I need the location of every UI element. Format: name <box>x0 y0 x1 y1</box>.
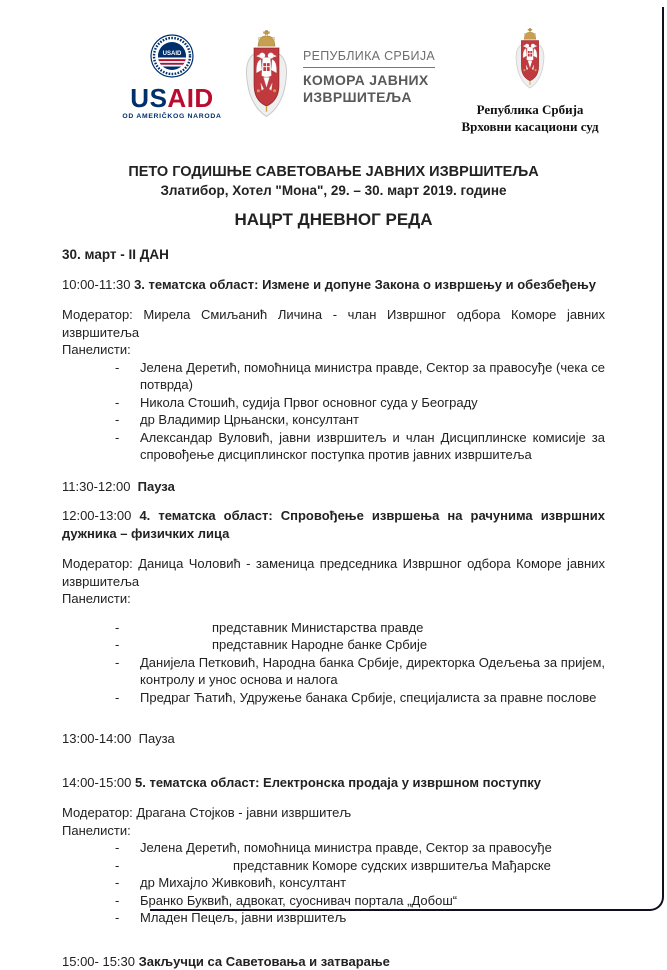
usaid-wordmark <box>114 85 230 111</box>
conference-venue: Златибор, Хотел "Мона", 29. – 30. март 2019. године <box>62 181 605 200</box>
panelist-item: - др Михајло Живковић, консултант <box>62 874 605 892</box>
session5-time: 14:00-15:00 <box>62 775 131 790</box>
panelist-item: - представник Министарства правде <box>62 619 605 637</box>
closing-label: Закључци са Саветовања и затварање <box>139 954 390 969</box>
chamber-country: РЕПУБЛИКА СРБИЈА <box>303 49 435 68</box>
usaid-wordmark-aid: AID <box>167 83 213 113</box>
court-name: Врховни касациони суд <box>450 119 610 136</box>
closing-time: 15:00- 15:30 <box>62 954 135 969</box>
panelist-item: - др Владимир Црњански, консултант <box>62 411 605 429</box>
session5-moderator: Модератор: Драгана Стојков - јавни извршитељ <box>62 804 605 822</box>
court-country: Република Србија <box>450 102 610 119</box>
panelist-item: - Јелена Деретић, помоћница министра правде, Сектор за правосуђе <box>62 839 605 857</box>
panelist-item: - представник Народне банке Србије <box>62 636 605 654</box>
pause1 <box>62 478 605 496</box>
pause2 <box>62 730 605 748</box>
pause2-time: 13:00-14:00 <box>62 731 131 746</box>
session4-panelists-label: Панелисти: <box>62 590 605 608</box>
session4-time: 12:00-13:00 <box>62 508 131 523</box>
chamber-org-line1: КОМОРА ЈАВНИХ <box>303 72 435 89</box>
usaid-logo <box>114 34 230 120</box>
session4-moderator: Модератор: Даница Чоловић - заменица председника Извршног одбора Коморе јавних извршитеља <box>62 555 605 590</box>
session3-panelists-label: Панелисти: <box>62 341 605 359</box>
closing <box>62 953 605 970</box>
panelist-item: - Александар Вуловић, јавни извршитељ и члан Дисциплинске комисије за спровођење дисциплинског поступка против јавних извршитеља <box>62 429 605 464</box>
panelist-item: - Бранко Буквић, адвокат, суоснивач портала „Добош“ <box>62 892 605 910</box>
pause1-time: 11:30-12:00 <box>62 479 130 494</box>
panelist-item: - Младен Пецељ, јавни извршитељ <box>62 909 605 927</box>
document-body <box>62 163 605 970</box>
pause1-label: Пауза <box>138 479 175 494</box>
day-heading: 30. март - II ДАН <box>62 246 605 264</box>
chamber-title-block <box>303 49 435 106</box>
session4-panelists <box>62 619 605 707</box>
panelist-item: - представник Коморе судских извршитеља Мађарске <box>62 857 605 875</box>
conference-title: ПЕТО ГОДИШЊЕ САВЕТОВАЊЕ ЈАВНИХ ИЗВРШИТЕЉА <box>62 163 605 181</box>
panelist-item: - Никола Стошић, судија Првог основног суда у Београду <box>62 394 605 412</box>
chamber-org-line2: ИЗВРШИТЕЉА <box>303 89 435 106</box>
session5-panelists-label: Панелисти: <box>62 822 605 840</box>
session4-title-text: 4. тематска област: Спровођење извршења на рачунима извршних дужника – физичких лица <box>62 508 605 541</box>
panelist-item: - Јелена Деретић, помоћница министра правде, Сектор за правосуђе (чека се потврда) <box>62 359 605 394</box>
pause2-label: Пауза <box>139 731 175 746</box>
supreme-court-block <box>450 28 610 135</box>
court-coat-of-arms-icon <box>510 28 550 94</box>
usaid-seal-text: USAID <box>163 51 182 57</box>
document-header <box>0 0 667 148</box>
panelist-item: - Данијела Петковић, Народна банка Србије, директорка Одељења за пријем, контролу и унос основа и налога <box>62 654 605 689</box>
session5-title <box>62 774 605 792</box>
session4-title <box>62 507 605 542</box>
session3-title-text: 3. тематска област: Измене и допуне Закона о извршењу и обезбеђењу <box>134 277 596 292</box>
session5-title-text: 5. тематска област: Електронска продаја у извршном поступку <box>135 775 541 790</box>
session5-panelists <box>62 839 605 927</box>
chamber-coat-of-arms-icon <box>238 30 295 130</box>
session3-moderator: Модератор: Мирела Смиљанић Личина - члан Извршног одбора Коморе јавних извршитеља <box>62 306 605 341</box>
session3-title <box>62 276 605 294</box>
session3-time: 10:00-11:30 <box>62 277 130 292</box>
panelist-item: - Предраг Ћатић, Удружење банака Србије, специјалиста за правне послове <box>62 689 605 707</box>
session3-panelists <box>62 359 605 464</box>
usaid-seal-icon <box>150 34 194 78</box>
usaid-wordmark-us: US <box>130 83 167 113</box>
usaid-tagline: OD AMERIČKOG NARODA <box>114 113 230 120</box>
agenda-heading: НАЦРТ ДНЕВНОГ РЕДА <box>62 209 605 231</box>
